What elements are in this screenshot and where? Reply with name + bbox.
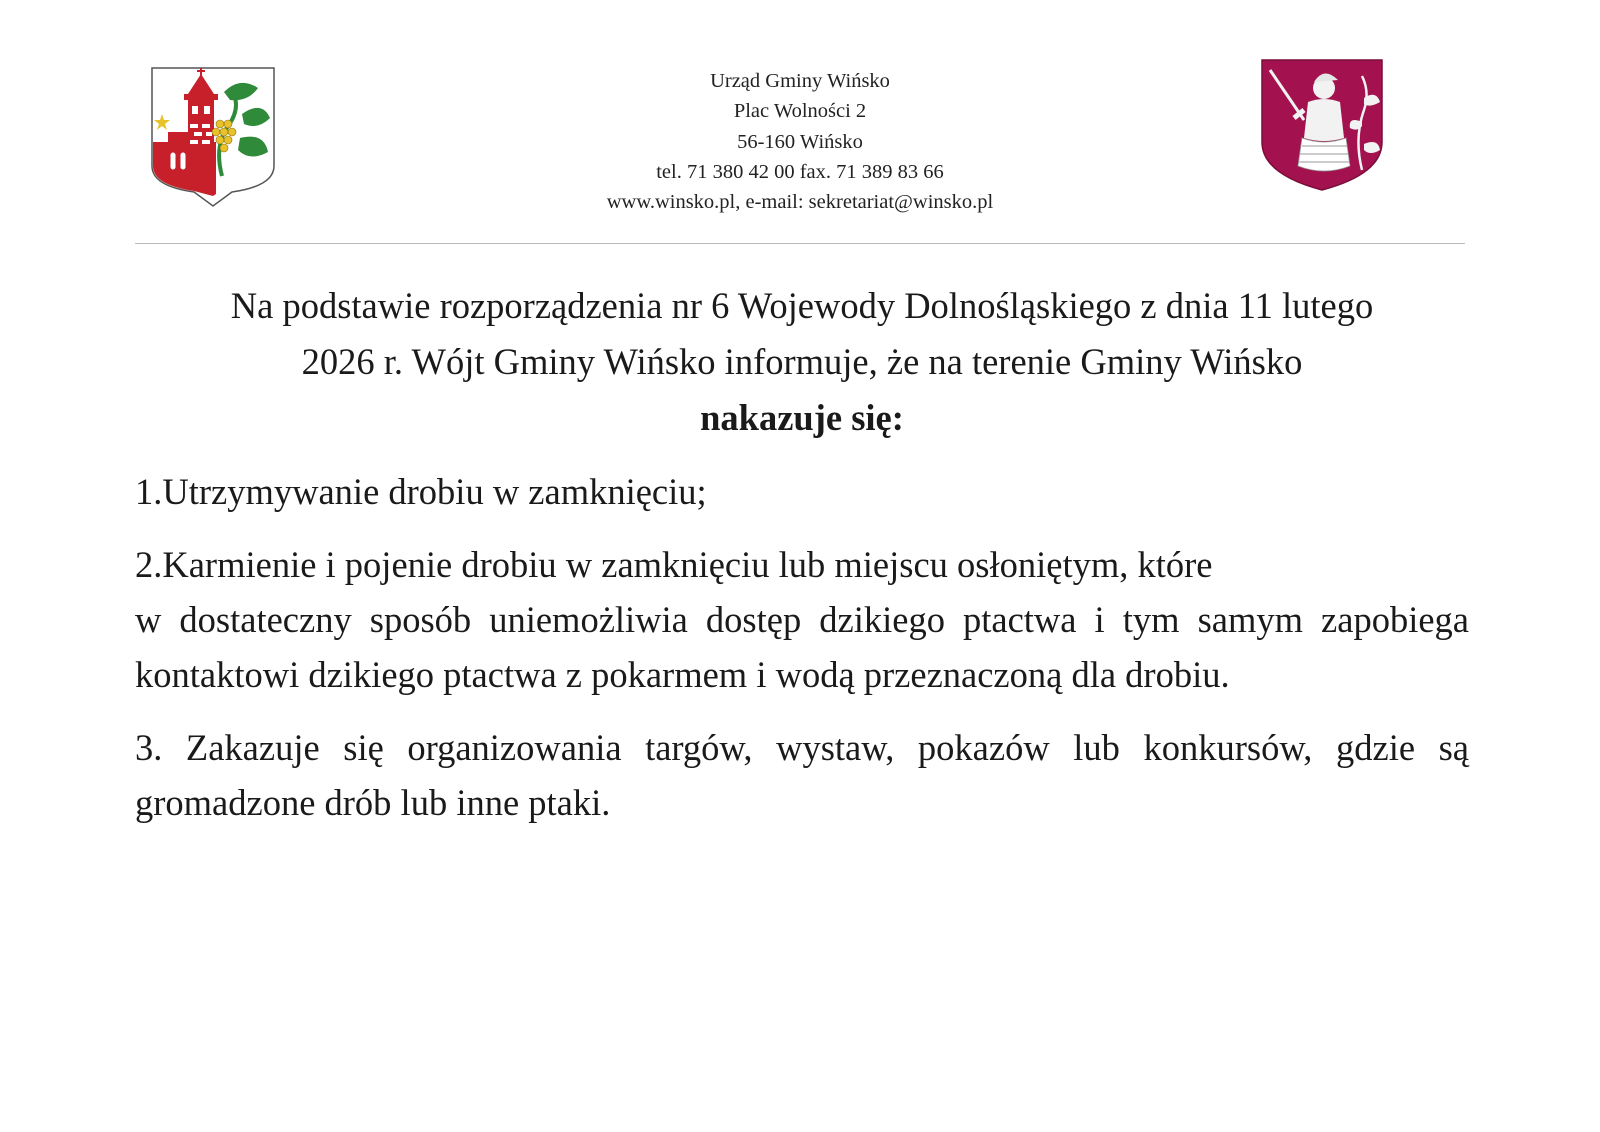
header-divider	[135, 243, 1465, 244]
office-name: Urząd Gminy Wińsko	[710, 70, 890, 92]
order-item-1: 1.Utrzymywanie drobiu w zamknięciu;	[135, 471, 707, 512]
office-web-email: www.winsko.pl, e-mail: sekretariat@winsko.pl	[606, 191, 994, 214]
coat-of-arms-right	[1258, 58, 1386, 192]
office-postal-city: 56-160 Wińsko	[737, 130, 863, 153]
order-item-3: 3. Zakazuje się organizowania targów, wystaw, pokazów lub konkursów, gdzie są gromadzone drób lub inne ptaki.	[135, 727, 1469, 823]
office-street: Plac Wolności 2	[733, 100, 867, 123]
coat-of-arms-knight-vine-icon	[1258, 58, 1386, 192]
order-item-2	[135, 537, 1469, 702]
ordered-heading: nakazuje się:	[700, 397, 904, 438]
intro-line-2: 2026 r. Wójt Gminy Wińsko informuje, że na terenie Gminy Wińsko	[301, 341, 1303, 382]
coat-of-arms-left	[150, 66, 276, 208]
order-item-2-rest: w dostateczny sposób uniemożliwia dostęp dzikiego ptactwa i tym samym zapobiega kontaktowi dzikiego ptactwa z pokarmem i wodą przeznaczoną dla drobiu.	[135, 599, 1469, 695]
office-phone-fax: tel. 71 380 42 00 fax. 71 389 83 66	[656, 160, 944, 183]
notice-body	[135, 278, 1469, 830]
order-item-2-first-line: 2.Karmienie i pojenie drobiu w zamknięciu lub miejscu osłoniętym, które	[135, 544, 1213, 585]
intro-line-1: Na podstawie rozporządzenia nr 6 Wojewody Dolnośląskiego z dnia 11 lutego	[230, 285, 1374, 326]
coat-of-arms-tower-vine-icon	[150, 66, 276, 208]
notice-intro	[135, 278, 1469, 446]
letterhead	[560, 66, 1040, 217]
